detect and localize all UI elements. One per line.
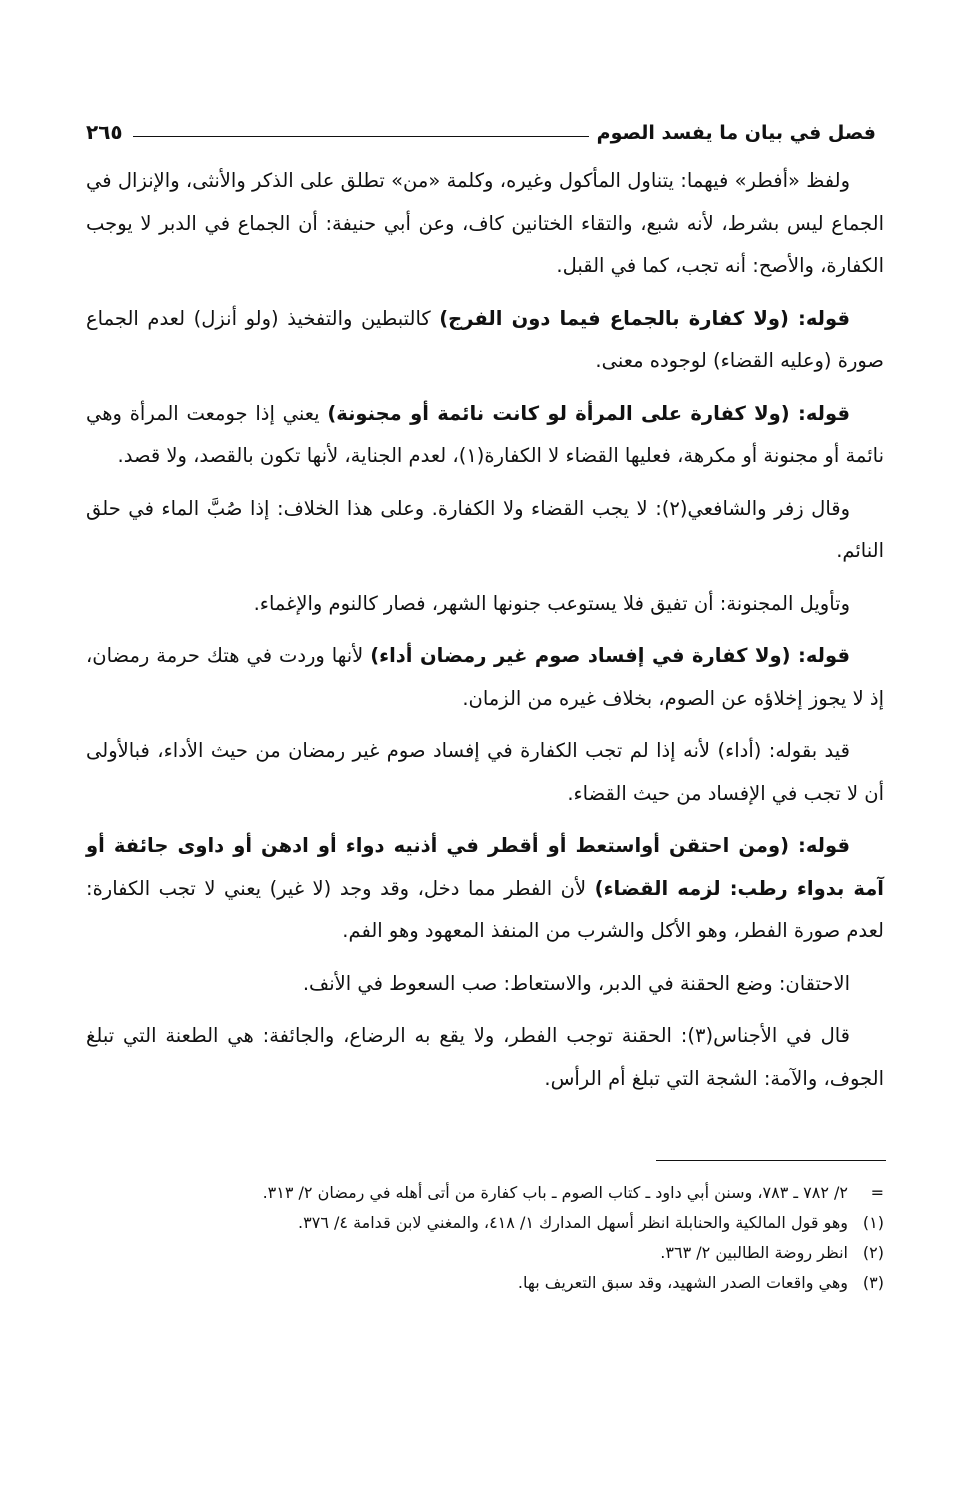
footnote — [120, 1268, 884, 1298]
paragraph-text: لأن الفطر مما دخل، وقد وجد (لا غير) يعني لا تجب الكفارة: لعدم صورة الفطر، وهو الأكل والشرب من المنفذ المعهود وهو الفم. — [86, 876, 884, 942]
paragraph-lead: قوله: (ولا كفارة بالجماع فيما دون الفرج) — [439, 306, 850, 330]
paragraph-text: يعني إذا جومعت المرأة وهي نائمة أو مجنونة أو مكرهة، فعليها القضاء لا الكفارة(١)، لعدم الجناية، لأنها تكون بالقصد، ولا قصد. — [86, 401, 884, 467]
paragraph-text: كالتبطين والتفخيذ (ولو أنزل) لعدم الجماع صورة (وعليه القضاء) لوجوده معنى. — [86, 306, 884, 372]
paragraph-text: قيد بقوله: (أداء) لأنه إذا لم تجب الكفارة في إفساد صوم غير رمضان من حيث الأداء، فبالأولى أن لا تجب في الإفساد من حيث القضاء. — [86, 739, 884, 805]
main-text — [86, 160, 884, 1110]
paragraph — [86, 963, 884, 1006]
footnote — [120, 1238, 884, 1268]
running-header — [86, 110, 876, 144]
chapter-title: فصل في بيان ما يفسد الصوم — [596, 122, 876, 144]
footnote — [120, 1208, 884, 1238]
footnotes — [120, 1178, 884, 1298]
paragraph-text: ولفظ «أفطر» فيهما: يتناول المأكول وغيره، وكلمة «من» تطلق على الذكر والأنثى، والإنزال في الجماع ليس بشرط، لأنه شبع، والتقاء الختانين كاف، وعن أبي حنيفة: أن الجماع في الدبر لا يوجب الكفارة، والأصح: أنه تجب، كما في القبل. — [86, 169, 884, 277]
paragraph-lead: قوله: (ومن احتقن أواستعط أو أقطر في أذنيه دواء أو ادهن أو داوى جائفة أو آمة بدواء رطب: لزمه القضاء) — [86, 834, 884, 900]
footnote-text: وهي واقعات الصدر الشهيد، وقد سبق التعريف بها. — [517, 1273, 848, 1292]
paragraph-lead: قوله: (ولا كفارة على المرأة لو كانت نائمة أو مجنونة) — [327, 401, 850, 425]
paragraph — [86, 825, 884, 953]
paragraph — [86, 730, 884, 815]
paragraph — [86, 488, 884, 573]
paragraph — [86, 583, 884, 626]
paragraph — [86, 1015, 884, 1100]
paragraph — [86, 160, 884, 288]
paragraph — [86, 635, 884, 720]
footnote — [120, 1178, 884, 1208]
footnote-mark: (٣) — [862, 1273, 884, 1292]
paragraph — [86, 393, 884, 478]
paragraph-text: وتأويل المجنونة: أن تفيق فلا يستوعب جنونها الشهر، فصار كالنوم والإغماء. — [253, 591, 850, 615]
footnote-mark: = — [870, 1183, 884, 1202]
paragraph-lead: قوله: (ولا كفارة في إفساد صوم غير رمضان أداء) — [370, 644, 850, 667]
footnote-mark: (٢) — [862, 1243, 884, 1262]
paragraph-text: لأنها وردت في هتك حرمة رمضان، إذ لا يجوز إخلاؤه عن الصوم، بخلاف غيره من الزمان. — [86, 644, 884, 710]
footnote-text: وهو قول المالكية والحنابلة انظر أسهل المدارك ١/ ٤١٨، والمغني لابن قدامة ٤/ ٣٧٦. — [298, 1213, 848, 1232]
paragraph-text: وقال زفر والشافعي(٢): لا يجب القضاء ولا الكفارة. وعلى هذا الخلاف: إذا صُبَّ الماء في حلق النائم. — [86, 496, 884, 562]
footnote-mark: (١) — [862, 1213, 884, 1232]
paragraph — [86, 298, 884, 383]
paragraph-text: الاحتقان: وضع الحقنة في الدبر، والاستعاط: صب السعوط في الأنف. — [302, 971, 850, 995]
paragraph-text: قال في الأجناس(٣): الحقنة توجب الفطر، ولا يقع به الرضاع، والجائفة: هي الطعنة التي تبلغ الجوف، والآمة: الشجة التي تبلغ أم الرأس. — [86, 1024, 884, 1090]
page-number: ٢٦٥ — [86, 120, 123, 144]
footnote-text: انظر روضة الطالبين ٢/ ٣٦٣. — [660, 1243, 848, 1262]
footnote-text: ٢/ ٧٨٢ ـ ٧٨٣، وسنن أبي داود ـ كتاب الصوم ـ باب كفارة من أتى أهله في رمضان ٢/ ٣١٣. — [262, 1183, 848, 1202]
header-rule — [133, 136, 589, 137]
footnote-separator — [656, 1160, 886, 1161]
